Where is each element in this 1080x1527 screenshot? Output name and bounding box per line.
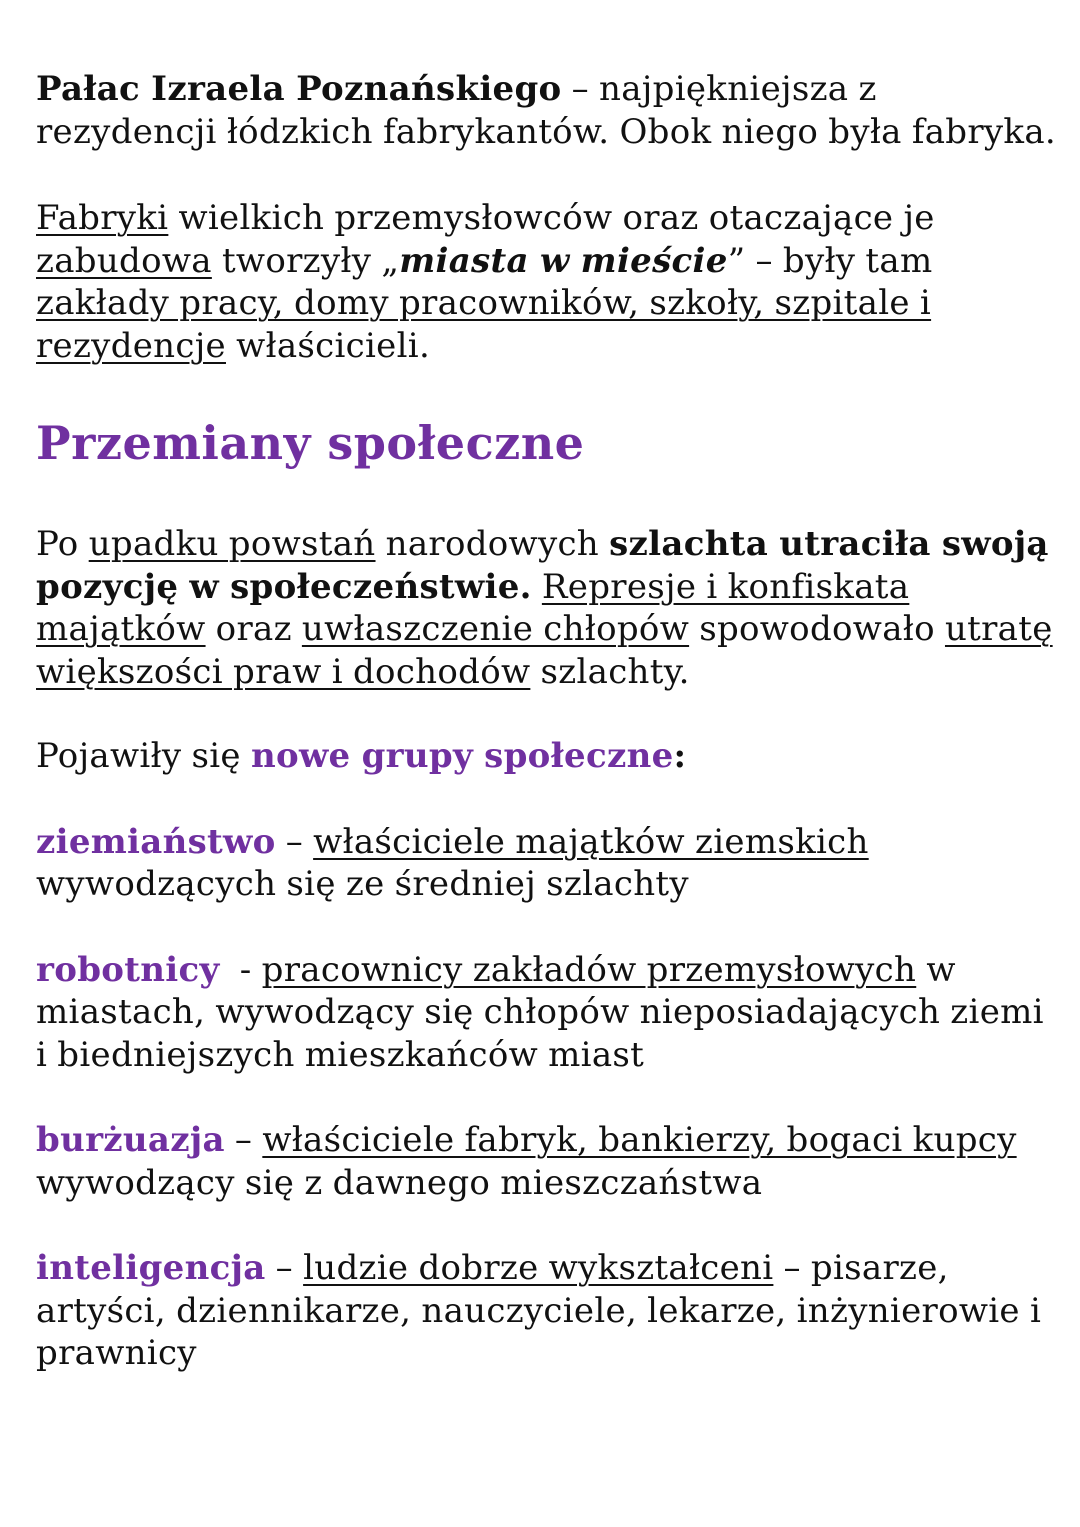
phrase-represje: Represje i konfiskata majątków bbox=[36, 566, 910, 649]
group-definition: właściciele fabryk, bankierzy, bogaci kupcy bbox=[262, 1120, 1017, 1160]
document-page bbox=[36, 68, 1056, 1375]
palace-name: Pałac Izraela Poznańskiego bbox=[36, 69, 562, 109]
phrase-upadku-powstan: upadku powstań bbox=[88, 524, 376, 564]
palace-description: – najpiękniejsza z rezydencji łódzkich fabrykantów. Obok niego była fabryka. bbox=[36, 69, 1056, 152]
phrase-nowe-grupy: nowe grupy społeczne bbox=[250, 736, 674, 776]
paragraph-factories: Fabryki wielkich przemysłowców oraz otaczające je zabudowa tworzyły „miasta w mieście” – były tam zakłady pracy, domy pracowników, szkoły, szpitale i rezydencje właścicieli. bbox=[36, 198, 935, 366]
paragraph-poznanski-palace bbox=[36, 68, 1056, 153]
group-term: ziemiaństwo bbox=[36, 821, 276, 862]
paragraph-new-groups-intro: Pojawiły się nowe grupy społeczne: bbox=[36, 736, 687, 776]
term-zabudowa: zabudowa bbox=[36, 240, 212, 281]
group-item: burżuazja – właściciele fabryk, bankierzy, bogaci kupcy wywodzący się z dawnego mieszczaństwa bbox=[36, 1120, 1017, 1203]
group-item: robotnicy - pracownicy zakładów przemysłowych w miastach, wywodzący się chłopów nieposiadających ziemi i biedniejszych mieszkańców miast bbox=[36, 949, 1044, 1075]
group-term: burżuazja bbox=[36, 1120, 225, 1160]
phrase-zaklady-pracy: zakłady pracy, domy pracowników, szkoły, szpitale i rezydencje bbox=[36, 283, 932, 366]
group-definition: ludzie dobrze wykształceni bbox=[303, 1248, 774, 1288]
group-item: ziemiaństwo – właściciele majątków ziemskich wywodzących się ze średniej szlachty bbox=[36, 821, 869, 904]
phrase-utrata-praw: utratę większości praw i dochodów bbox=[36, 609, 1053, 692]
phrase-uwlaszczenie: uwłaszczenie chłopów bbox=[301, 609, 690, 649]
group-term: inteligencja bbox=[36, 1248, 266, 1288]
term-fabryki: Fabryki bbox=[36, 198, 169, 238]
group-item: inteligencja – ludzie dobrze wykształceni – pisarze, artyści, dziennikarze, nauczyciele, lekarze, inżynierowie i prawnicy bbox=[36, 1248, 1042, 1373]
group-term: robotnicy bbox=[36, 949, 220, 990]
phrase-miasta-w-miescie: miasta w mieście bbox=[399, 240, 728, 281]
section-heading: Przemiany społeczne bbox=[36, 416, 585, 470]
phrase-szlachta-utracila: szlachta utraciła swoją pozycję w społeczeństwie. bbox=[36, 524, 1049, 607]
group-definition: pracownicy zakładów przemysłowych bbox=[261, 949, 917, 990]
group-definition: właściciele majątków ziemskich bbox=[313, 821, 869, 862]
paragraph-szlachta: Po upadku powstań narodowych szlachta utraciła swoją pozycję w społeczeństwie. Represje i konfiskata majątków oraz uwłaszczenie chłopów spowodowało utratę większości praw i dochodów szlachty. bbox=[36, 524, 1053, 692]
